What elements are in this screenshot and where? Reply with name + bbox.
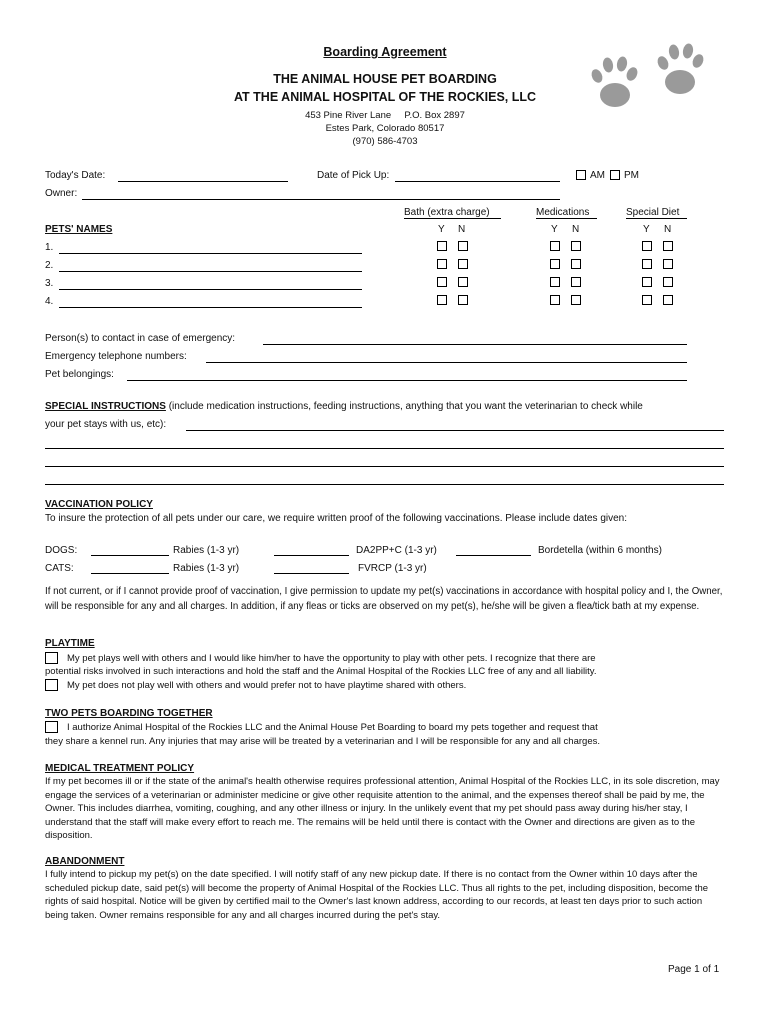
- pm-label: PM: [624, 170, 639, 181]
- pet-row-label: 2.: [45, 260, 54, 271]
- col-diet-header: Special Diet: [626, 207, 680, 218]
- special-instructions-field-3[interactable]: [45, 466, 724, 467]
- abandonment-heading: ABANDONMENT: [45, 856, 125, 867]
- pet1-diet-yes-checkbox[interactable]: [642, 241, 652, 251]
- document-title: Boarding Agreement: [323, 45, 447, 59]
- meds-yes-label: Y: [551, 224, 558, 235]
- col-bath-header: Bath (extra charge): [404, 207, 490, 218]
- pet-row-label: 3.: [45, 278, 54, 289]
- abandonment-text: I fully intend to pickup my pet(s) on the date specified. I will notify staff of any new pickup date. If there is no contact from the Owner within 10 days after the scheduled pickup date, said pet(s) will become the property of Animal Hospital of the Rockies LLC. Thus all rights to the pet, including disposition, become the rights of said hospital. Notice will be given by certified mail to the Owner's last known address, according to our records, at least ten days prior to such action being taken. Owner remains responsible for any and all charges incurred during the pet's stay.: [45, 869, 709, 921]
- dogs-da2pp-date-field[interactable]: [274, 555, 349, 556]
- dogs-bordetella-label: Bordetella (within 6 months): [538, 545, 662, 556]
- playtime-yes-text-cont: potential risks involved in such interactions and hold the staff and the Animal Hospital of the Rockies LLC free of any and all liability.: [45, 666, 597, 677]
- city-line: Estes Park, Colorado 80517: [325, 123, 445, 134]
- address-line: 453 Pine River Lane P.O. Box 2897: [305, 110, 465, 121]
- pet4-meds-no-checkbox[interactable]: [571, 295, 581, 305]
- special-instructions-line2: your pet stays with us, etc):: [45, 419, 167, 430]
- pet3-meds-yes-checkbox[interactable]: [550, 277, 560, 287]
- cats-fvrcp-date-field[interactable]: [274, 573, 349, 574]
- special-instructions-heading: SPECIAL INSTRUCTIONS: [45, 401, 166, 412]
- pet1-diet-no-checkbox[interactable]: [663, 241, 673, 251]
- pet4-diet-no-checkbox[interactable]: [663, 295, 673, 305]
- owner-field[interactable]: [82, 199, 560, 200]
- playtime-yes-text: My pet plays well with others and I would like him/her to have the opportunity to play with other pets. I recognize that there are: [67, 653, 596, 664]
- business-name-line1: THE ANIMAL HOUSE PET BOARDING: [273, 72, 497, 86]
- owner-label: Owner:: [45, 188, 78, 199]
- playtime-no-checkbox[interactable]: [45, 679, 58, 691]
- pet-name-field-2[interactable]: [59, 271, 362, 272]
- pet4-meds-yes-checkbox[interactable]: [550, 295, 560, 305]
- emergency-contact-field[interactable]: [263, 344, 687, 345]
- playtime-no-text: My pet does not play well with others and would prefer not to have playtime shared with others.: [67, 680, 467, 691]
- pet-name-field-3[interactable]: [59, 289, 362, 290]
- medical-heading: MEDICAL TREATMENT POLICY: [45, 763, 195, 774]
- pet3-diet-no-checkbox[interactable]: [663, 277, 673, 287]
- page-number: Page 1 of 1: [668, 964, 720, 975]
- pet-row-label: 1.: [45, 242, 54, 253]
- pet1-bath-yes-checkbox[interactable]: [437, 241, 447, 251]
- special-instructions-field-4[interactable]: [45, 484, 724, 485]
- pickup-date-label: Date of Pick Up:: [317, 170, 390, 181]
- pet2-bath-yes-checkbox[interactable]: [437, 259, 447, 269]
- pet2-meds-no-checkbox[interactable]: [571, 259, 581, 269]
- pet-belongings-label: Pet belongings:: [45, 369, 114, 380]
- cats-rabies-date-field[interactable]: [91, 573, 169, 574]
- vaccination-heading: VACCINATION POLICY: [45, 499, 153, 510]
- am-label: AM: [590, 170, 605, 181]
- pet-row-label: 4.: [45, 296, 54, 307]
- pet2-bath-no-checkbox[interactable]: [458, 259, 468, 269]
- pet-name-field-4[interactable]: [59, 307, 362, 308]
- pet1-meds-no-checkbox[interactable]: [571, 241, 581, 251]
- dogs-bordetella-date-field[interactable]: [456, 555, 531, 556]
- bath-yes-label: Y: [438, 224, 445, 235]
- medical-text: If my pet becomes ill or if the state of the animal's health otherwise requires professional attention, Animal Hospital of the Rockies LLC, in its sole discretion, may engage the services of a veterinarian or administer medicine or give other requisite attention to the animal, and the expenses thereof shall be paid by me, the Owner. This includes diarrhea, vomiting, coughing, and any other illness or injury. In the unlikely event that my pet should pass away during his/her stay, I understand that the staff will make every effort to reach me. The remains will be held until there is contact with the Owner and directions are given as to the disposition.: [45, 776, 720, 841]
- dogs-da2pp-label: DA2PP+C (1-3 yr): [356, 545, 437, 556]
- diet-no-label: N: [664, 224, 672, 235]
- pickup-date-field[interactable]: [395, 181, 560, 182]
- pet-belongings-field[interactable]: [127, 380, 687, 381]
- emergency-contact-label: Person(s) to contact in case of emergency:: [45, 333, 236, 344]
- pet2-diet-no-checkbox[interactable]: [663, 259, 673, 269]
- cats-rabies-label: Rabies (1-3 yr): [173, 563, 240, 574]
- emergency-phone-field[interactable]: [206, 362, 687, 363]
- phone-line: (970) 586-4703: [352, 136, 418, 147]
- vaccination-intro: To insure the protection of all pets under our care, we require written proof of the following vaccinations. Please include dates given:: [45, 513, 627, 524]
- pet4-bath-yes-checkbox[interactable]: [437, 295, 447, 305]
- dogs-label: DOGS:: [45, 545, 78, 556]
- pet1-bath-no-checkbox[interactable]: [458, 241, 468, 251]
- special-instructions-text: (include medication instructions, feeding instructions, anything that you want the veterinarian to check while: [165, 401, 643, 412]
- special-instructions-field-2[interactable]: [45, 448, 724, 449]
- pet1-meds-yes-checkbox[interactable]: [550, 241, 560, 251]
- emergency-phone-label: Emergency telephone numbers:: [45, 351, 187, 362]
- pet2-meds-yes-checkbox[interactable]: [550, 259, 560, 269]
- two-pets-text: I authorize Animal Hospital of the Rockies LLC and the Animal House Pet Boarding to board my pets together and request that: [67, 722, 598, 733]
- dogs-rabies-date-field[interactable]: [91, 555, 169, 556]
- paw-prints-icon: [585, 40, 715, 115]
- pet3-diet-yes-checkbox[interactable]: [642, 277, 652, 287]
- pets-names-heading: PETS' NAMES: [45, 224, 113, 235]
- two-pets-heading: TWO PETS BOARDING TOGETHER: [45, 708, 213, 719]
- pet4-bath-no-checkbox[interactable]: [458, 295, 468, 305]
- cats-fvrcp-label: FVRCP (1-3 yr): [358, 563, 427, 574]
- playtime-heading: PLAYTIME: [45, 638, 95, 649]
- business-name-line2: AT THE ANIMAL HOSPITAL OF THE ROCKIES, LLC: [233, 90, 537, 104]
- todays-date-field[interactable]: [118, 181, 288, 182]
- meds-no-label: N: [572, 224, 580, 235]
- diet-yes-label: Y: [643, 224, 650, 235]
- special-instructions-line1: [45, 401, 643, 412]
- cats-label: CATS:: [45, 563, 74, 574]
- todays-date-label: Today's Date:: [45, 170, 106, 181]
- two-pets-checkbox[interactable]: [45, 721, 58, 733]
- pet-name-field-1[interactable]: [59, 253, 362, 254]
- pet4-diet-yes-checkbox[interactable]: [642, 295, 652, 305]
- vaccination-consent: If not current, or if I cannot provide proof of vaccination, I give permission to update my pet(s) vaccinations in accordance with hospital policy and I, the Owner, will be responsible for any and all charges. In addition, if any fleas or ticks are observed on my pet(s), he/she will be given a flea/tick bath at my expense.: [45, 586, 723, 612]
- playtime-yes-checkbox[interactable]: [45, 652, 58, 664]
- pet3-bath-no-checkbox[interactable]: [458, 277, 468, 287]
- dogs-rabies-label: Rabies (1-3 yr): [173, 545, 240, 556]
- am-checkbox[interactable]: [576, 170, 586, 180]
- pet3-bath-yes-checkbox[interactable]: [437, 277, 447, 287]
- two-pets-text-cont: they share a kennel run. Any injuries that may arise will be treated by a veterinarian and I will be responsible for any and all charges.: [45, 736, 600, 747]
- pet3-meds-no-checkbox[interactable]: [571, 277, 581, 287]
- special-instructions-field-1[interactable]: [186, 430, 724, 431]
- pet2-diet-yes-checkbox[interactable]: [642, 259, 652, 269]
- bath-no-label: N: [458, 224, 466, 235]
- pm-checkbox[interactable]: [610, 170, 620, 180]
- col-medications-header: Medications: [536, 207, 590, 218]
